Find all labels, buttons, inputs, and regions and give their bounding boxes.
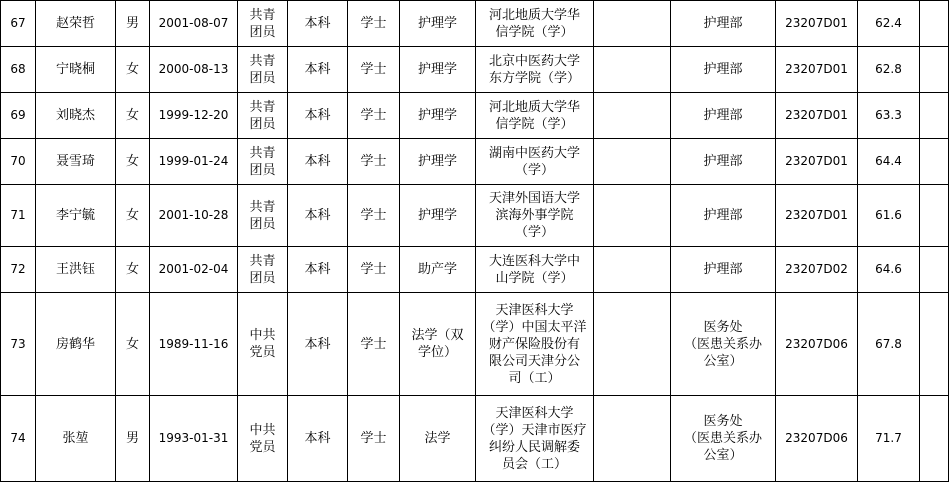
- department-cell: [671, 47, 776, 93]
- political-status-cell-line: 党员: [249, 439, 276, 455]
- remark-cell: [920, 293, 949, 396]
- work-cell: [594, 396, 671, 482]
- school-cell-line: 天津医科大学: [495, 302, 574, 318]
- table-row: [1, 396, 949, 482]
- department-cell-line: 医务处: [703, 414, 743, 429]
- name-cell: 李宁毓: [36, 185, 116, 247]
- position-code-cell: 23207D01: [776, 47, 858, 93]
- name-cell: 聂雪琦: [36, 139, 116, 185]
- school-cell-line: 限公司天津分公: [488, 353, 580, 369]
- major-cell: [400, 396, 476, 482]
- major-cell-line: 护理学: [417, 62, 457, 77]
- school-cell-line: 湖南中医药大学: [488, 145, 580, 161]
- position-code-cell: 23207D01: [776, 139, 858, 185]
- remark-cell: [920, 185, 949, 247]
- education-cell: 本科: [288, 247, 348, 293]
- work-cell: [594, 139, 671, 185]
- degree-cell: 学士: [348, 139, 400, 185]
- major-cell: [400, 185, 476, 247]
- department-cell: [671, 1, 776, 47]
- position-code-cell: 23207D01: [776, 185, 858, 247]
- score-cell: 61.6: [858, 185, 920, 247]
- school-cell: [476, 293, 594, 396]
- school-cell: [476, 47, 594, 93]
- gender-cell: 女: [116, 185, 150, 247]
- political-status-cell: [238, 247, 288, 293]
- major-cell: [400, 139, 476, 185]
- major-cell-line: 护理学: [417, 16, 457, 31]
- school-cell-line: 司（工）: [508, 370, 561, 386]
- name-cell: 赵荣哲: [36, 1, 116, 47]
- school-cell-line: 财产保险股份有: [488, 336, 580, 352]
- political-status-cell-line: 党员: [249, 345, 276, 360]
- political-status-cell-line: 共青: [249, 7, 276, 23]
- political-status-cell-line: 团员: [249, 70, 276, 86]
- school-cell: [476, 93, 594, 139]
- work-cell: [594, 185, 671, 247]
- degree-cell: 学士: [348, 396, 400, 482]
- remark-cell: [920, 139, 949, 185]
- education-cell: 本科: [288, 185, 348, 247]
- political-status-cell-line: 团员: [249, 162, 276, 178]
- political-status-cell-line: 团员: [249, 24, 276, 40]
- department-cell-line: 公室）: [703, 353, 743, 369]
- major-cell-line: 法学: [424, 431, 451, 446]
- table-row: [1, 93, 949, 139]
- table-row: [1, 47, 949, 93]
- birthdate-cell: 1989-11-16: [150, 293, 238, 396]
- table-body: [1, 1, 949, 482]
- gender-cell: 女: [116, 139, 150, 185]
- remark-cell: [920, 247, 949, 293]
- birthdate-cell: 2001-02-04: [150, 247, 238, 293]
- table-row: [1, 1, 949, 47]
- degree-cell: 学士: [348, 47, 400, 93]
- row-number-cell: 72: [1, 247, 36, 293]
- degree-cell: 学士: [348, 185, 400, 247]
- school-cell: [476, 185, 594, 247]
- department-cell-line: （医患关系办: [683, 336, 762, 352]
- political-status-cell-line: 中共: [249, 422, 276, 438]
- remark-cell: [920, 396, 949, 482]
- degree-cell: 学士: [348, 93, 400, 139]
- row-number-cell: 70: [1, 139, 36, 185]
- political-status-cell: [238, 93, 288, 139]
- birthdate-cell: 2001-08-07: [150, 1, 238, 47]
- position-code-cell: 23207D01: [776, 1, 858, 47]
- position-code-cell: 23207D06: [776, 396, 858, 482]
- work-cell: [594, 247, 671, 293]
- department-cell-line: 护理部: [703, 208, 743, 223]
- gender-cell: 女: [116, 47, 150, 93]
- birthdate-cell: 1999-12-20: [150, 93, 238, 139]
- education-cell: 本科: [288, 47, 348, 93]
- table-row: [1, 247, 949, 293]
- political-status-cell-line: 共青: [249, 253, 276, 269]
- table-row: [1, 139, 949, 185]
- name-cell: 王洪钰: [36, 247, 116, 293]
- row-number-cell: 74: [1, 396, 36, 482]
- major-cell: [400, 1, 476, 47]
- birthdate-cell: 1993-01-31: [150, 396, 238, 482]
- political-status-cell-line: 团员: [249, 116, 276, 132]
- major-cell-line: 法学（双: [411, 328, 464, 343]
- gender-cell: 女: [116, 293, 150, 396]
- political-status-cell-line: 共青: [249, 53, 276, 69]
- position-code-cell: 23207D06: [776, 293, 858, 396]
- gender-cell: 女: [116, 93, 150, 139]
- department-cell: [671, 396, 776, 482]
- name-cell: 张堃: [36, 396, 116, 482]
- score-cell: 64.6: [858, 247, 920, 293]
- political-status-cell-line: 中共: [249, 328, 276, 343]
- department-cell: [671, 293, 776, 396]
- row-number-cell: 73: [1, 293, 36, 396]
- political-status-cell: [238, 1, 288, 47]
- political-status-cell: [238, 396, 288, 482]
- political-status-cell: [238, 185, 288, 247]
- major-cell-line: 护理学: [417, 154, 457, 169]
- name-cell: 房鹤华: [36, 293, 116, 396]
- school-cell-line: （学）天津市医疗: [482, 422, 587, 438]
- department-cell-line: 医务处: [703, 319, 743, 335]
- department-cell-line: 护理部: [703, 62, 743, 77]
- major-cell-line: 护理学: [417, 108, 457, 123]
- school-cell: [476, 1, 594, 47]
- school-cell-line: 东方学院（学）: [488, 70, 580, 86]
- score-cell: 67.8: [858, 293, 920, 396]
- degree-cell: 学士: [348, 1, 400, 47]
- department-cell: [671, 139, 776, 185]
- row-number-cell: 71: [1, 185, 36, 247]
- school-cell-line: 信学院（学）: [495, 24, 574, 40]
- work-cell: [594, 93, 671, 139]
- political-status-cell-line: 团员: [249, 270, 276, 286]
- table-row: [1, 293, 949, 396]
- department-cell: [671, 93, 776, 139]
- row-number-cell: 68: [1, 47, 36, 93]
- degree-cell: 学士: [348, 293, 400, 396]
- department-cell-line: 公室）: [703, 448, 743, 463]
- work-cell: [594, 293, 671, 396]
- school-cell-line: 天津外国语大学: [488, 191, 580, 206]
- education-cell: 本科: [288, 139, 348, 185]
- department-cell-line: 护理部: [703, 16, 743, 31]
- school-cell-line: 信学院（学）: [495, 116, 574, 132]
- school-cell-line: （学）: [514, 162, 554, 178]
- department-cell-line: 护理部: [703, 262, 743, 277]
- school-cell-line: 北京中医药大学: [488, 53, 580, 69]
- department-cell: [671, 185, 776, 247]
- department-cell-line: 护理部: [703, 154, 743, 169]
- education-cell: 本科: [288, 93, 348, 139]
- political-status-cell-line: 共青: [249, 145, 276, 161]
- school-cell-line: （学）中国太平洋: [482, 319, 587, 335]
- department-cell: [671, 247, 776, 293]
- remark-cell: [920, 93, 949, 139]
- political-status-cell: [238, 293, 288, 396]
- work-cell: [594, 47, 671, 93]
- row-number-cell: 69: [1, 93, 36, 139]
- school-cell: [476, 247, 594, 293]
- table-row: [1, 185, 949, 247]
- score-cell: 62.8: [858, 47, 920, 93]
- political-status-cell-line: 共青: [249, 199, 276, 215]
- major-cell-line: 助产学: [417, 262, 457, 277]
- school-cell-line: 员会（工）: [501, 456, 567, 472]
- major-cell-line: 学位）: [417, 345, 457, 360]
- birthdate-cell: 1999-01-24: [150, 139, 238, 185]
- position-code-cell: 23207D02: [776, 247, 858, 293]
- school-cell-line: 滨海外事学院: [495, 208, 574, 223]
- department-cell-line: （医患关系办: [683, 431, 762, 446]
- gender-cell: 男: [116, 1, 150, 47]
- name-cell: 宁晓桐: [36, 47, 116, 93]
- position-code-cell: 23207D01: [776, 93, 858, 139]
- name-cell: 刘晓杰: [36, 93, 116, 139]
- row-number-cell: 67: [1, 1, 36, 47]
- score-cell: 64.4: [858, 139, 920, 185]
- department-cell-line: 护理部: [703, 108, 743, 123]
- political-status-cell: [238, 47, 288, 93]
- political-status-cell: [238, 139, 288, 185]
- education-cell: 本科: [288, 1, 348, 47]
- major-cell-line: 护理学: [417, 208, 457, 223]
- degree-cell: 学士: [348, 247, 400, 293]
- political-status-cell-line: 团员: [249, 216, 276, 232]
- score-cell: 63.3: [858, 93, 920, 139]
- school-cell-line: 山学院（学）: [495, 270, 574, 286]
- work-cell: [594, 1, 671, 47]
- major-cell: [400, 93, 476, 139]
- major-cell: [400, 47, 476, 93]
- gender-cell: 男: [116, 396, 150, 482]
- gender-cell: 女: [116, 247, 150, 293]
- birthdate-cell: 2001-10-28: [150, 185, 238, 247]
- school-cell-line: 大连医科大学中: [488, 253, 580, 269]
- school-cell-line: 河北地质大学华: [488, 99, 580, 115]
- education-cell: 本科: [288, 293, 348, 396]
- school-cell-line: 河北地质大学华: [488, 7, 580, 23]
- remark-cell: [920, 47, 949, 93]
- birthdate-cell: 2000-08-13: [150, 47, 238, 93]
- remark-cell: [920, 1, 949, 47]
- major-cell: [400, 293, 476, 396]
- major-cell: [400, 247, 476, 293]
- school-cell: [476, 396, 594, 482]
- political-status-cell-line: 共青: [249, 99, 276, 115]
- score-cell: 62.4: [858, 1, 920, 47]
- school-cell: [476, 139, 594, 185]
- school-cell-line: （学）: [514, 225, 554, 240]
- education-cell: 本科: [288, 396, 348, 482]
- score-cell: 71.7: [858, 396, 920, 482]
- school-cell-line: 纠纷人民调解委: [488, 439, 580, 455]
- school-cell-line: 天津医科大学: [495, 405, 574, 421]
